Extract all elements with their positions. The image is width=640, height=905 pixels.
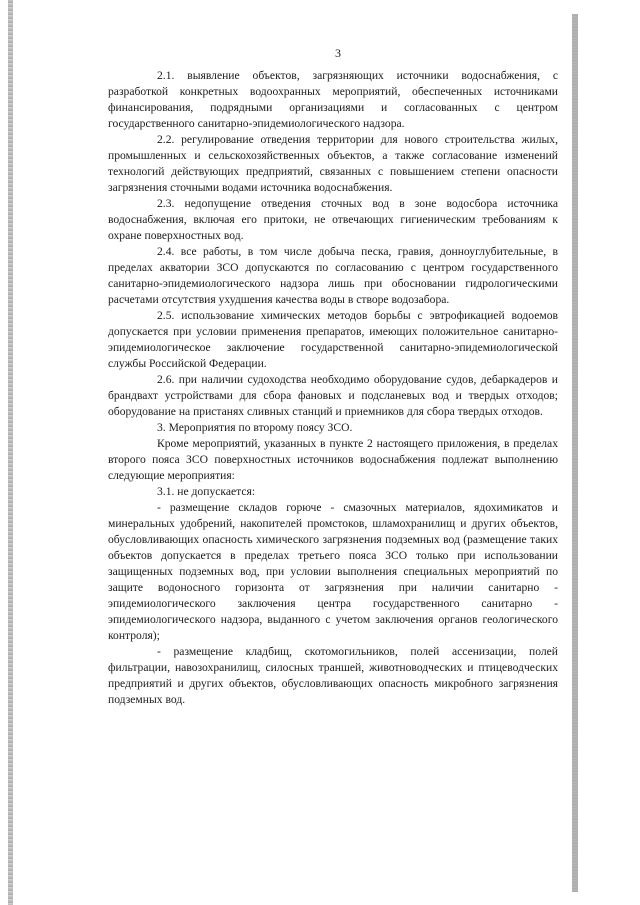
scan-edge-left — [8, 0, 13, 905]
scan-edge-right — [572, 14, 578, 892]
paragraph-2-5: 2.5. использование химических методов борьбы с эвтрофикацией водоемов допускается при условии применения препаратов, имеющих положительное санитарно-эпидемиологическое заключение государственной санитарно-эпидемиологической службы Российской Федерации. — [108, 309, 558, 370]
paragraph-2-4: 2.4. все работы, в том числе добыча песка, гравия, донноуглубительные, в пределах акватории ЗСО допускаются по согласованию с центром государственного санитарно-эпидемиологического надзора лишь при обосновании гидрологическими расчетами отсутствия ухудшения качества воды в створе водозабора. — [108, 245, 558, 306]
page-number: 3 — [335, 46, 341, 60]
paragraph-3-1: 3.1. не допускается: — [157, 485, 256, 498]
section-3-intro: Кроме мероприятий, указанных в пункте 2 настоящего приложения, в пределах второго пояса ЗСО поверхностных источников водоснабжения подлежат выполнению следующие мероприятия: — [108, 437, 558, 482]
document-body — [108, 68, 558, 708]
list-item-microbial-objects: - размещение кладбищ, скотомогильников, полей ассенизации, полей фильтрации, навозохранилищ, силосных траншей, животноводческих и птицеводческих предприятий и других объектов, обусловливающих опасность микробного загрязнения подземных вод. — [108, 645, 558, 706]
paragraph-2-1: 2.1. выявление объектов, загрязняющих источники водоснабжения, с разработкой конкретных водоохранных мероприятий, обеспеченных источниками финансирования, подрядными организациями и согласованных с центром государственного санитарно-эпидемиологического надзора. — [108, 69, 558, 130]
paragraph-2-2: 2.2. регулирование отведения территории для нового строительства жилых, промышленных и сельскохозяйственных объектов, а также согласование изменений технологий действующих предприятий, связанных с повышением степени опасности загрязнения сточными водами источника водоснабжения. — [108, 133, 558, 194]
paragraph-2-6: 2.6. при наличии судоходства необходимо оборудование судов, дебаркадеров и брандвахт устройствами для сбора фановых и подсланевых вод и твердых отходов; оборудование на пристанях сливных станций и приемников для сбора твердых отходов. — [108, 373, 558, 418]
paragraph-2-3: 2.3. недопущение отведения сточных вод в зоне водосбора источника водоснабжения, включая его притоки, не отвечающих гигиеническим требованиям к охране поверхностных вод. — [108, 197, 558, 242]
list-item-chemical-objects: - размещение складов горюче - смазочных материалов, ядохимикатов и минеральных удобрений, накопителей промстоков, шламохранилищ и других объектов, обусловливающих опасность химического загрязнения подземных вод (размещение таких объектов допускается в пределах третьего пояса ЗСО только при использовании защищенных подземных вод, при условии выполнения специальных мероприятий по защите водоносного горизонта от загрязнения при наличии санитарно - эпидемиологического заключения центра государственного санитарно - эпидемиологического надзора, выданного с учетом заключения органов геологического контроля); — [108, 501, 558, 642]
section-3-heading: 3. Мероприятия по второму поясу ЗСО. — [157, 421, 353, 434]
